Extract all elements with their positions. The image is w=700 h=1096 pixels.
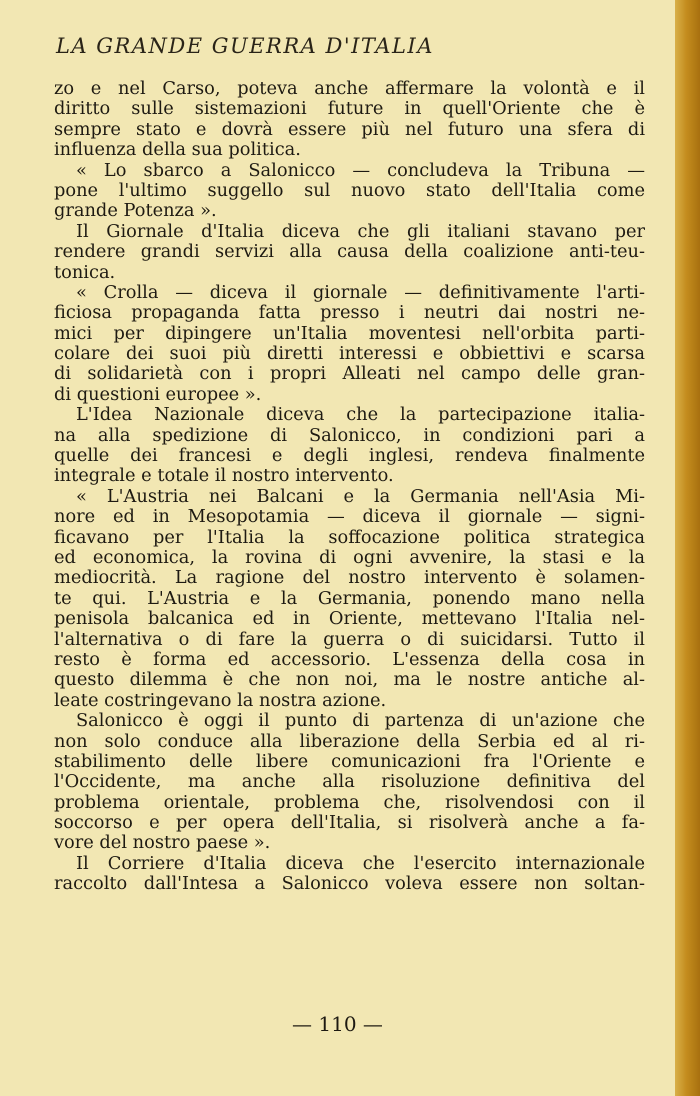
text-line: Salonicco è oggi il punto di partenza di un'azione che — [76, 711, 645, 732]
text-line: penisola balcanica ed in Oriente, mettevano l'Italia nel- — [54, 609, 645, 630]
text-line: zo e nel Carso, poteva anche affermare la volontà e il — [54, 79, 645, 99]
text-line: grande Potenza ». — [54, 201, 217, 222]
text-line: na alla spedizione di Salonicco, in condizioni pari a — [54, 425, 645, 446]
text-line: « Lo sbarco a Salonicco — concludeva la Tribuna — — [76, 160, 645, 181]
text-line: ficiosa propaganda fatta presso i neutri dai nostri ne- — [54, 303, 645, 324]
text-line: mediocrità. La ragione del nostro intervento è solamen- — [54, 568, 645, 589]
body-text — [54, 79, 645, 895]
text-line: di solidarietà con i propri Alleati nel campo delle gran- — [54, 364, 645, 385]
text-line: tonica. — [54, 262, 116, 283]
text-line: Il Giornale d'Italia diceva che gli italiani stavano per — [76, 221, 645, 242]
text-line: questo dilemma è che non noi, ma le nostre antiche al- — [54, 670, 645, 691]
text-line: l'alternativa o di fare la guerra o di suicidarsi. Tutto il — [54, 629, 645, 650]
text-line: diritto sulle sistemazioni future in quell'Oriente che è — [54, 99, 645, 120]
text-line: soccorso e per opera dell'Italia, si risolverà anche a fa- — [54, 813, 645, 834]
text-line: sempre stato e dovrà essere più nel futuro una sfera di — [54, 119, 645, 140]
text-line: quelle dei francesi e degli inglesi, rendeva finalmente — [54, 446, 645, 467]
running-head: LA GRANDE GUERRA D'ITALIA — [56, 34, 434, 58]
text-line: pone l'ultimo suggello sul nuovo stato dell'Italia come — [54, 180, 645, 201]
text-line: stabilimento delle libere comunicazioni fra l'Oriente e — [54, 751, 645, 772]
text-line: ed economica, la rovina di ogni avvenire, la stasi e la — [54, 547, 645, 568]
text-line: raccolto dall'Intesa a Salonicco voleva essere non soltan- — [54, 874, 645, 895]
text-line: resto è forma ed accessorio. L'essenza della cosa in — [54, 649, 645, 670]
text-line: influenza della sua politica. — [54, 140, 301, 161]
text-line: Il Corriere d'Italia diceva che l'esercito internazionale — [76, 853, 645, 874]
text-line: L'Idea Nazionale diceva che la partecipazione italia- — [76, 405, 645, 426]
text-line: l'Occidente, ma anche alla risoluzione definitiva del — [54, 772, 645, 793]
text-line: ficavano per l'Italia la soffocazione politica strategica — [54, 527, 645, 548]
text-line: nore ed in Mesopotamia — diceva il giornale — signi- — [54, 507, 645, 528]
page-number: — 110 — — [292, 1012, 383, 1036]
text-line: problema orientale, problema che, risolvendosi con il — [54, 792, 645, 813]
page-edge — [675, 0, 700, 1096]
text-line: non solo conduce alla liberazione della Serbia ed al ri- — [54, 731, 645, 752]
text-line: colare dei suoi più diretti interessi e obbiettivi e scarsa — [54, 344, 645, 365]
text-line: rendere grandi servizi alla causa della coalizione anti-teu- — [54, 242, 645, 263]
text-line: « Crolla — diceva il giornale — definitivamente l'arti- — [76, 282, 645, 303]
text-line: vore del nostro paese ». — [54, 833, 271, 854]
text-line: integrale e totale il nostro intervento. — [54, 466, 394, 487]
text-line: mici per dipingere un'Italia moventesi nell'orbita parti- — [54, 323, 645, 344]
text-line: te qui. L'Austria e la Germania, ponendo mano nella — [54, 588, 645, 609]
text-line: di questioni europee ». — [54, 384, 262, 405]
text-line: « L'Austria nei Balcani e la Germania nell'Asia Mi- — [76, 486, 645, 507]
text-line: leate costringevano la nostra azione. — [54, 690, 387, 711]
